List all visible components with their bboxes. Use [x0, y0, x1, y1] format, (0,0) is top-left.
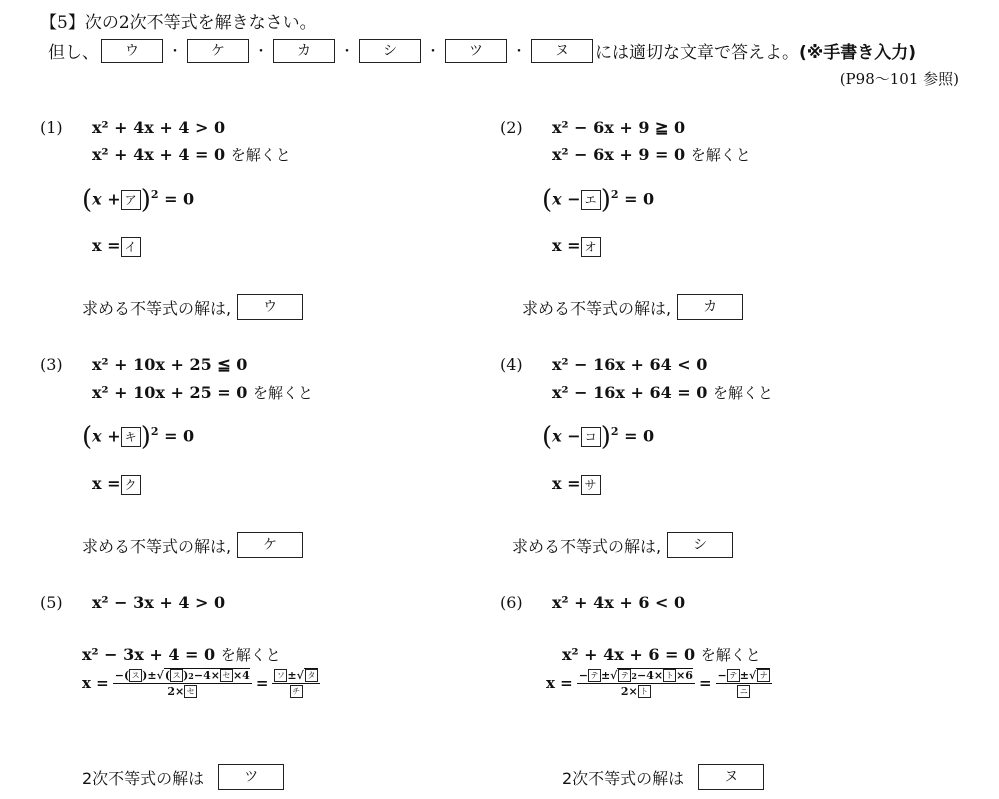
instruction-box-ke: ケ — [187, 39, 249, 63]
box-to[interactable]: ト — [638, 685, 651, 698]
x-solution: x = サ — [552, 474, 601, 495]
result-fraction: ソ ± √ タ チ — [272, 668, 319, 698]
answer-box-ke[interactable]: ケ — [237, 532, 303, 558]
formula-fraction: − ( ス ) ± √ ( ス ) 2 −4× セ × 4 2× セ — [114, 668, 250, 698]
answer-box-nu[interactable]: ヌ — [698, 764, 764, 790]
factored-equation: (x + キ )$^2$ = 0 — [82, 422, 195, 452]
instruction-box-shi: シ — [359, 39, 421, 63]
answer-box-tsu[interactable]: ツ — [218, 764, 284, 790]
solution-line — [512, 532, 733, 558]
solution-line — [82, 764, 284, 790]
separator: ・ — [168, 43, 182, 60]
box-so[interactable]: ソ — [274, 669, 287, 682]
solve-equation: x² + 4x + 4 = 0 — [92, 145, 226, 164]
page-reference: (P98〜101 参照) — [839, 70, 959, 88]
x-solution: x = イ — [92, 236, 141, 257]
section-title: 【5】次の2次不等式を解きなさい。 — [40, 13, 317, 33]
box-chi[interactable]: チ — [290, 685, 303, 698]
problem-inequality: x² − 16x + 64 < 0 — [552, 355, 708, 374]
answer-box-a[interactable]: ア — [121, 190, 141, 210]
solution-label: 求める不等式の解は, — [82, 536, 232, 556]
solution-line — [82, 294, 303, 320]
box-te[interactable]: テ — [618, 669, 631, 682]
box-te[interactable]: テ — [727, 669, 740, 682]
solution-line — [82, 532, 303, 558]
solution-label: 求める不等式の解は, — [512, 536, 662, 556]
problem-inequality: x² − 3x + 4 > 0 — [92, 593, 226, 612]
answer-box-o[interactable]: オ — [581, 237, 601, 257]
solve-suffix: を解くと — [690, 146, 751, 164]
instruction-box-tsu: ツ — [445, 39, 507, 63]
x-solution: x = ク — [92, 474, 141, 495]
instruction-box-ka: カ — [273, 39, 335, 63]
answer-box-e[interactable]: エ — [581, 190, 601, 210]
solution-label: 求める不等式の解は, — [522, 298, 672, 318]
problem-inequality: x² + 4x + 4 > 0 — [92, 118, 226, 137]
solve-equation: x² + 10x + 25 = 0 — [92, 383, 248, 402]
solution-label: 2次不等式の解は — [562, 768, 685, 788]
solve-equation: x² − 16x + 64 = 0 — [552, 383, 708, 402]
problem-number: (6) — [500, 593, 523, 612]
solve-line — [552, 382, 773, 403]
box-na[interactable]: ナ — [757, 669, 770, 682]
problem-inequality: x² + 10x + 25 ≦ 0 — [92, 355, 248, 374]
solve-suffix: を解くと — [252, 384, 313, 402]
answer-box-ku[interactable]: ク — [121, 475, 141, 495]
solve-line — [82, 644, 281, 665]
separator: ・ — [512, 43, 526, 60]
formula-fraction: − テ ± √ テ 2 −4× ト × 6 2× ト — [578, 668, 693, 698]
answer-box-ko[interactable]: コ — [581, 427, 601, 447]
instruction-prefix: 但し、 — [48, 43, 99, 63]
solve-equation: x² − 6x + 9 = 0 — [552, 145, 686, 164]
solve-equation: x² − 3x + 4 = 0 — [82, 645, 216, 664]
problem-number: (3) — [40, 355, 63, 374]
solve-line — [92, 382, 313, 403]
factored-equation: (x + ア )$^2$ = 0 — [82, 185, 195, 215]
answer-box-i[interactable]: イ — [121, 237, 141, 257]
quadratic-formula: x = − テ ± √ テ 2 −4× ト × 6 2× ト = − テ ± √ ナ ニ — [546, 668, 772, 698]
solution-label: 2次不等式の解は — [82, 768, 205, 788]
box-se[interactable]: セ — [184, 685, 197, 698]
quadratic-formula: x = − ( ス ) ± √ ( ス ) 2 −4× セ × 4 2× セ = ソ ± √ タ チ — [82, 668, 320, 698]
answer-box-sa[interactable]: サ — [581, 475, 601, 495]
problem-number: (1) — [40, 118, 63, 137]
answer-box-ka[interactable]: カ — [677, 294, 743, 320]
answer-box-ki[interactable]: キ — [121, 427, 141, 447]
problem-number: (4) — [500, 355, 523, 374]
problem-inequality: x² + 4x + 6 < 0 — [552, 593, 686, 612]
solve-suffix: を解くと — [230, 146, 291, 164]
separator: ・ — [340, 43, 354, 60]
solution-line — [562, 764, 764, 790]
instruction-box-u: ウ — [101, 39, 163, 63]
box-se[interactable]: セ — [220, 669, 233, 682]
answer-box-u[interactable]: ウ — [237, 294, 303, 320]
factored-equation: (x − コ )$^2$ = 0 — [542, 422, 655, 452]
solve-suffix: を解くと — [700, 646, 761, 664]
solve-suffix: を解くと — [220, 646, 281, 664]
instruction-suffix: には適切な文章で答えよ。 — [595, 43, 799, 63]
result-fraction: − テ ± √ ナ ニ — [716, 668, 773, 698]
instruction-line — [48, 38, 916, 63]
problem-inequality: x² − 6x + 9 ≧ 0 — [552, 118, 686, 137]
instruction-box-nu: ヌ — [531, 39, 593, 63]
box-to[interactable]: ト — [663, 669, 676, 682]
solve-equation: x² + 4x + 6 = 0 — [562, 645, 696, 664]
box-ta[interactable]: タ — [305, 669, 318, 682]
separator: ・ — [254, 43, 268, 60]
factored-equation: (x − エ )$^2$ = 0 — [542, 185, 655, 215]
separator: ・ — [426, 43, 440, 60]
solution-label: 求める不等式の解は, — [82, 298, 232, 318]
box-su[interactable]: ス — [129, 669, 142, 682]
solve-line — [552, 144, 751, 165]
box-te[interactable]: テ — [588, 669, 601, 682]
solution-line — [522, 294, 743, 320]
x-solution: x = オ — [552, 236, 601, 257]
box-su[interactable]: ス — [170, 669, 183, 682]
answer-box-shi[interactable]: シ — [667, 532, 733, 558]
solve-line — [562, 644, 761, 665]
solve-suffix: を解くと — [712, 384, 773, 402]
solve-line — [92, 144, 291, 165]
box-ni[interactable]: ニ — [737, 685, 750, 698]
problem-number: (5) — [40, 593, 63, 612]
instruction-note: (※手書き入力) — [799, 43, 917, 63]
problem-number: (2) — [500, 118, 523, 137]
